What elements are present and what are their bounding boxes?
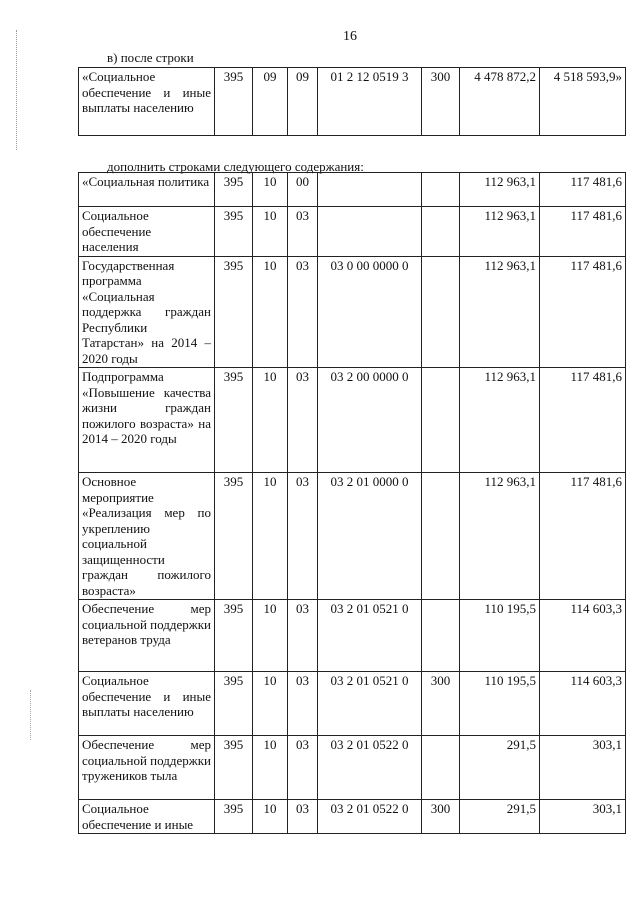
cell-vr (422, 600, 460, 672)
cell-ved: 395 (215, 600, 253, 672)
cell-ved: 395 (215, 368, 253, 473)
cell-vr (422, 256, 460, 368)
cell-sum-2: 303,1 (540, 800, 626, 834)
cell-rz: 09 (253, 68, 288, 136)
cell-vr (422, 368, 460, 473)
cell-csr (318, 173, 422, 207)
cell-sum-1: 291,5 (460, 800, 540, 834)
cell-sum-1: 112 963,1 (460, 173, 540, 207)
cell-ved: 395 (215, 672, 253, 736)
cell-ved: 395 (215, 68, 253, 136)
cell-pr: 03 (288, 600, 318, 672)
cell-csr: 03 2 01 0522 0 (318, 736, 422, 800)
table-row (79, 600, 626, 672)
cell-sum-2: 114 603,3 (540, 672, 626, 736)
cell-vr: 300 (422, 68, 460, 136)
cell-sum-1: 110 195,5 (460, 672, 540, 736)
cell-vr (422, 207, 460, 257)
cell-name: Государственная программа «Социальная поддержка граждан Республики Татарстан» на 2014 – 2020 годы (79, 256, 215, 368)
reference-row-table (78, 67, 626, 136)
cell-vr: 300 (422, 800, 460, 834)
table-row (79, 736, 626, 800)
table-row (79, 473, 626, 600)
cell-rz: 10 (253, 473, 288, 600)
cell-csr: 03 2 01 0000 0 (318, 473, 422, 600)
cell-rz: 10 (253, 736, 288, 800)
scan-margin-dots (30, 690, 33, 740)
cell-sum-1: 110 195,5 (460, 600, 540, 672)
cell-pr: 03 (288, 207, 318, 257)
cell-ved: 395 (215, 207, 253, 257)
cell-csr: 03 2 01 0521 0 (318, 600, 422, 672)
cell-sum-2: 117 481,6 (540, 473, 626, 600)
cell-name: Социальное обеспечение населения (79, 207, 215, 257)
cell-vr: 300 (422, 672, 460, 736)
cell-sum-2: 303,1 (540, 736, 626, 800)
cell-rz: 10 (253, 800, 288, 834)
cell-vr (422, 173, 460, 207)
table-row (79, 368, 626, 473)
cell-csr (318, 207, 422, 257)
cell-name: Обеспечение мер социальной поддержки тружеников тыла (79, 736, 215, 800)
added-rows-table (78, 172, 626, 834)
cell-pr: 09 (288, 68, 318, 136)
cell-sum-2: 117 481,6 (540, 173, 626, 207)
cell-ved: 395 (215, 736, 253, 800)
cell-name: Подпрограмма «Повышение качества жизни граждан пожилого возраста» на 2014 – 2020 годы (79, 368, 215, 473)
cell-csr: 01 2 12 0519 3 (318, 68, 422, 136)
cell-sum-2: 117 481,6 (540, 207, 626, 257)
table-row (79, 800, 626, 834)
cell-rz: 10 (253, 672, 288, 736)
cell-rz: 10 (253, 368, 288, 473)
table-row (79, 672, 626, 736)
cell-ved: 395 (215, 473, 253, 600)
cell-sum-2: 4 518 593,9» (540, 68, 626, 136)
cell-rz: 10 (253, 256, 288, 368)
cell-csr: 03 2 01 0521 0 (318, 672, 422, 736)
cell-sum-2: 117 481,6 (540, 256, 626, 368)
caption-after-row: в) после строки (107, 50, 194, 65)
cell-pr: 03 (288, 736, 318, 800)
cell-csr: 03 2 00 0000 0 (318, 368, 422, 473)
cell-name: Социальное обеспечение и иные выплаты населению (79, 672, 215, 736)
cell-name: Основное мероприятие «Реализация мер по укреплению социальной защищенности граждан пожилого возраста» (79, 473, 215, 600)
cell-vr (422, 473, 460, 600)
cell-pr: 00 (288, 173, 318, 207)
table-row (79, 207, 626, 257)
cell-pr: 03 (288, 473, 318, 600)
caption-add-rows: дополнить строками следующего содержания: (107, 159, 364, 174)
cell-rz: 10 (253, 173, 288, 207)
cell-ved: 395 (215, 256, 253, 368)
cell-rz: 10 (253, 207, 288, 257)
cell-ved: 395 (215, 800, 253, 834)
cell-name: Обеспечение мер социальной поддержки ветеранов труда (79, 600, 215, 672)
page-number: 16 (343, 29, 357, 44)
cell-rz: 10 (253, 600, 288, 672)
cell-sum-1: 112 963,1 (460, 207, 540, 257)
cell-pr: 03 (288, 672, 318, 736)
cell-csr: 03 2 01 0522 0 (318, 800, 422, 834)
table-row (79, 68, 626, 136)
cell-pr: 03 (288, 800, 318, 834)
cell-sum-1: 112 963,1 (460, 473, 540, 600)
scan-margin-dots (16, 30, 19, 150)
cell-sum-1: 112 963,1 (460, 256, 540, 368)
cell-name: «Социальная политика (79, 173, 215, 207)
cell-name: «Социальное обеспечение и иные выплаты населению (79, 68, 215, 136)
cell-sum-1: 4 478 872,2 (460, 68, 540, 136)
cell-sum-1: 112 963,1 (460, 368, 540, 473)
cell-pr: 03 (288, 256, 318, 368)
cell-sum-2: 114 603,3 (540, 600, 626, 672)
cell-pr: 03 (288, 368, 318, 473)
cell-vr (422, 736, 460, 800)
cell-csr: 03 0 00 0000 0 (318, 256, 422, 368)
cell-sum-2: 117 481,6 (540, 368, 626, 473)
table-row (79, 173, 626, 207)
cell-sum-1: 291,5 (460, 736, 540, 800)
cell-name: Социальное обеспечение и иные (79, 800, 215, 834)
cell-ved: 395 (215, 173, 253, 207)
table-row (79, 256, 626, 368)
